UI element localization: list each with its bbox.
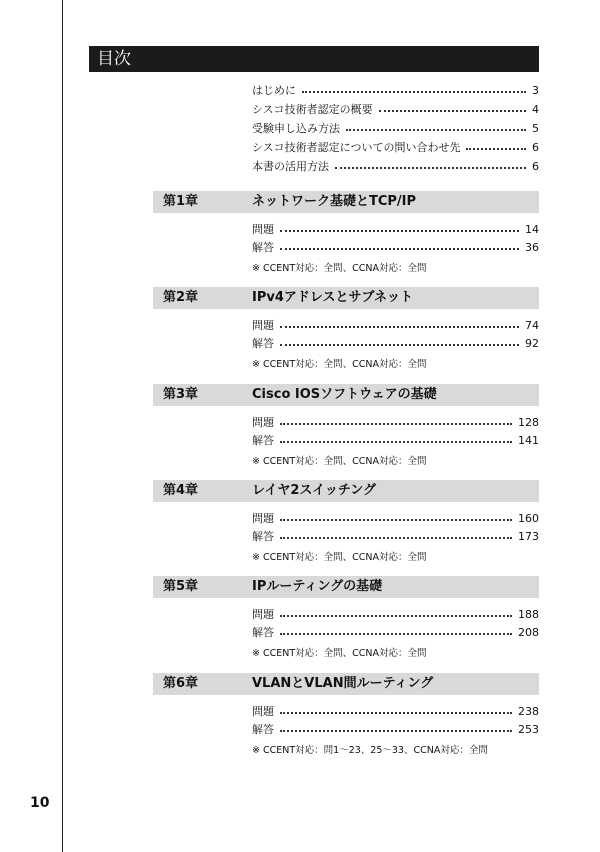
- chapter-entry[interactable]: [252, 317, 539, 333]
- chapter-entry[interactable]: [252, 239, 539, 255]
- chapter-title: Cisco IOSソフトウェアの基礎: [252, 387, 437, 402]
- dot-leader: [280, 248, 519, 250]
- entry-page: 238: [518, 704, 539, 718]
- chapter-entry[interactable]: [252, 432, 539, 448]
- entry-label: 受験申し込み方法: [252, 122, 340, 135]
- front-entry[interactable]: [252, 82, 539, 98]
- dot-leader: [302, 91, 526, 93]
- entry-page: 128: [518, 415, 539, 429]
- chapter-number: 第3章: [163, 387, 199, 402]
- chapter-entry[interactable]: [252, 606, 539, 622]
- dot-leader: [280, 441, 512, 443]
- chapter-title: VLANとVLAN間ルーティング: [252, 676, 434, 691]
- entry-label: シスコ技術者認定についての問い合わせ先: [252, 141, 461, 154]
- chapter-heading[interactable]: [153, 191, 539, 213]
- chapter-note: ※ CCENT対応：全問、CCNA対応：全問: [252, 456, 427, 467]
- entry-page: 253: [518, 722, 539, 736]
- dot-leader: [280, 326, 519, 328]
- front-entry[interactable]: [252, 158, 539, 174]
- entry-label: 問題: [252, 705, 274, 718]
- front-entry[interactable]: [252, 139, 539, 155]
- entry-label: 解答: [252, 530, 274, 543]
- chapter-title: ネットワーク基礎とTCP/IP: [252, 194, 417, 209]
- dot-leader: [335, 167, 526, 169]
- entry-page: 5: [532, 121, 539, 135]
- margin-rule: [62, 0, 63, 852]
- front-entry[interactable]: [252, 120, 539, 136]
- entry-label: 問題: [252, 319, 274, 332]
- entry-label: はじめに: [252, 84, 296, 97]
- entry-page: 188: [518, 607, 539, 621]
- entry-label: 問題: [252, 223, 274, 236]
- entry-page: 14: [525, 222, 539, 236]
- dot-leader: [466, 148, 526, 150]
- dot-leader: [346, 129, 526, 131]
- entry-page: 92: [525, 336, 539, 350]
- entry-label: 問題: [252, 416, 274, 429]
- chapter-title: IPルーティングの基礎: [252, 579, 383, 594]
- entry-label: 解答: [252, 723, 274, 736]
- entry-label: 本書の活用方法: [252, 160, 329, 173]
- chapter-note: ※ CCENT対応：全問、CCNA対応：全問: [252, 263, 427, 274]
- chapter-heading[interactable]: [153, 480, 539, 502]
- entry-page: 4: [532, 102, 539, 116]
- toc-title: 目次: [89, 46, 539, 72]
- chapter-entry[interactable]: [252, 335, 539, 351]
- dot-leader: [379, 110, 526, 112]
- entry-page: 3: [532, 83, 539, 97]
- dot-leader: [280, 615, 512, 617]
- chapter-heading[interactable]: [153, 576, 539, 598]
- page-number: 10: [30, 795, 50, 811]
- chapter-number: 第1章: [163, 194, 199, 209]
- chapter-entry[interactable]: [252, 624, 539, 640]
- dot-leader: [280, 730, 512, 732]
- dot-leader: [280, 344, 519, 346]
- entry-label: シスコ技術者認定の概要: [252, 103, 373, 116]
- chapter-note: ※ CCENT対応：全問、CCNA対応：全問: [252, 552, 427, 563]
- entry-label: 問題: [252, 608, 274, 621]
- entry-page: 160: [518, 511, 539, 525]
- entry-page: 6: [532, 140, 539, 154]
- entry-page: 36: [525, 240, 539, 254]
- chapter-heading[interactable]: [153, 384, 539, 406]
- chapter-note: ※ CCENT対応：全問、CCNA対応：全問: [252, 359, 427, 370]
- chapter-entry[interactable]: [252, 510, 539, 526]
- chapter-entry[interactable]: [252, 414, 539, 430]
- entry-label: 解答: [252, 337, 274, 350]
- dot-leader: [280, 537, 512, 539]
- entry-page: 74: [525, 318, 539, 332]
- entry-page: 6: [532, 159, 539, 173]
- entry-label: 問題: [252, 512, 274, 525]
- chapter-entry[interactable]: [252, 721, 539, 737]
- entry-label: 解答: [252, 434, 274, 447]
- entry-page: 173: [518, 529, 539, 543]
- chapter-entry[interactable]: [252, 528, 539, 544]
- entry-page: 141: [518, 433, 539, 447]
- chapter-note: ※ CCENT対応：問1～23、25～33、CCNA対応：全問: [252, 745, 488, 756]
- dot-leader: [280, 633, 512, 635]
- chapter-title: レイヤ2スイッチング: [252, 483, 376, 498]
- entry-label: 解答: [252, 626, 274, 639]
- chapter-number: 第2章: [163, 290, 199, 305]
- chapter-heading[interactable]: [153, 287, 539, 309]
- chapter-number: 第6章: [163, 676, 199, 691]
- entry-page: 208: [518, 625, 539, 639]
- dot-leader: [280, 519, 512, 521]
- entry-label: 解答: [252, 241, 274, 254]
- dot-leader: [280, 423, 512, 425]
- chapter-number: 第5章: [163, 579, 199, 594]
- chapter-entry[interactable]: [252, 703, 539, 719]
- chapter-entry[interactable]: [252, 221, 539, 237]
- front-entry[interactable]: [252, 101, 539, 117]
- chapter-title: IPv4アドレスとサブネット: [252, 290, 413, 305]
- dot-leader: [280, 230, 519, 232]
- chapter-number: 第4章: [163, 483, 199, 498]
- dot-leader: [280, 712, 512, 714]
- chapter-note: ※ CCENT対応：全問、CCNA対応：全問: [252, 648, 427, 659]
- chapter-heading[interactable]: [153, 673, 539, 695]
